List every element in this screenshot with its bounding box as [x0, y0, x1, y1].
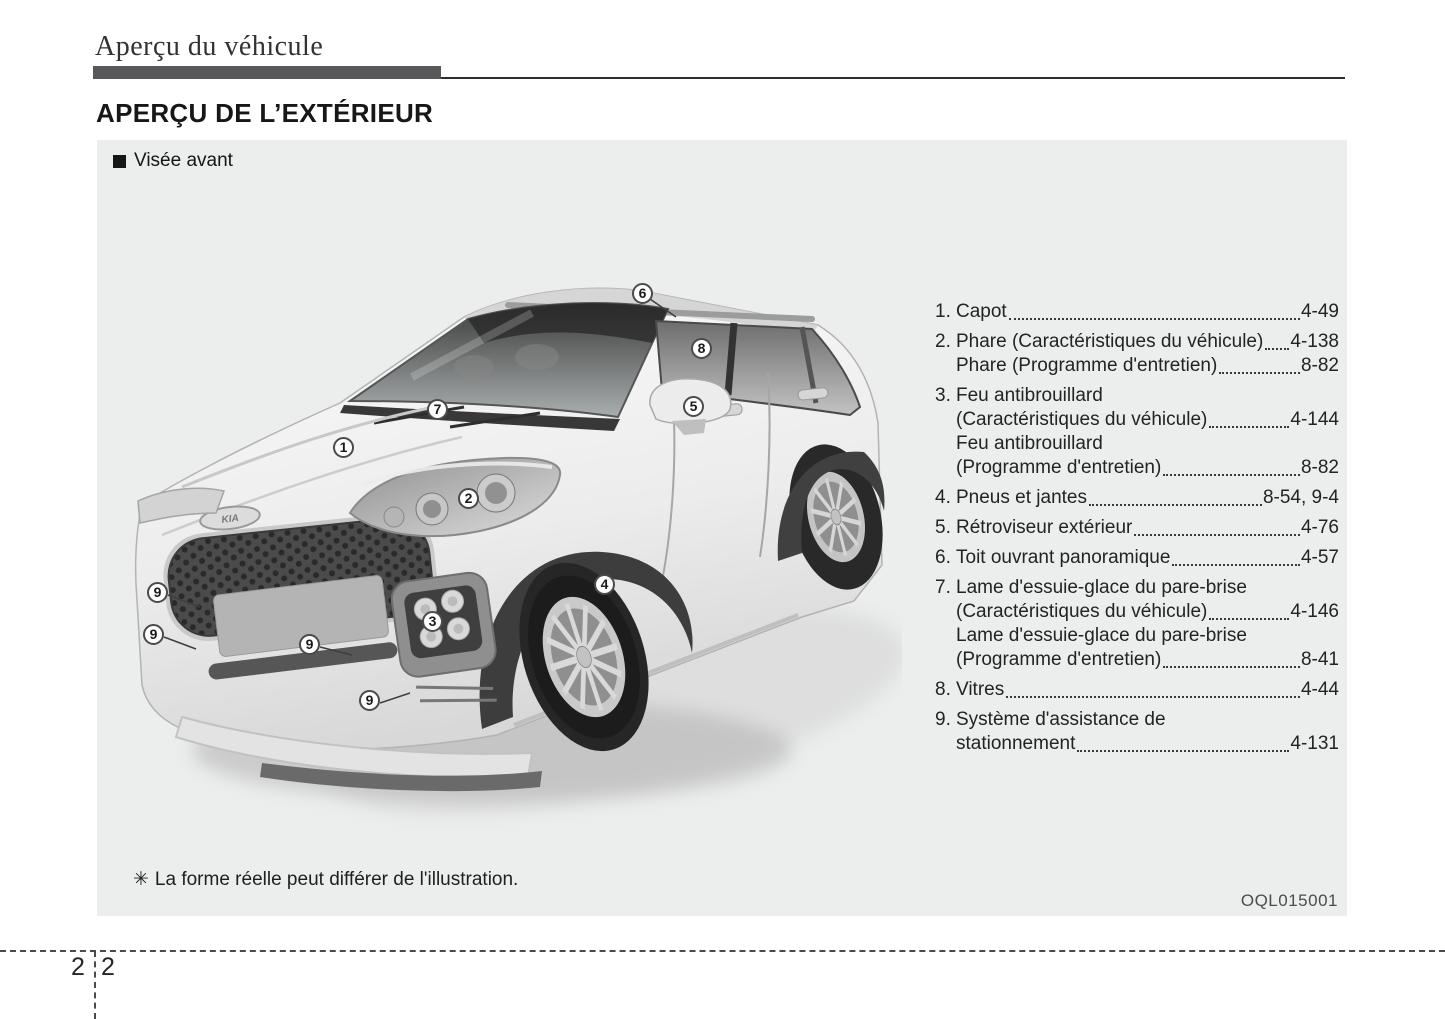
footer-page-number: 2 — [101, 953, 115, 981]
list-item-number: 7. — [935, 577, 951, 598]
list-item-number: 2. — [935, 331, 951, 352]
part-label: Vitres — [956, 679, 1005, 700]
dot-leader — [1219, 372, 1300, 374]
callout-9: 9 — [147, 582, 168, 603]
list-item-lines — [956, 678, 1339, 702]
list-item-lines — [956, 384, 1339, 480]
asterisk-icon: ✳ — [133, 869, 149, 890]
parts-list-item — [935, 300, 1339, 324]
page-reference: 4-49 — [1300, 301, 1339, 322]
page-reference: 8-82 — [1300, 355, 1339, 376]
figure-panel — [97, 140, 1347, 916]
part-label: (Caractéristiques du véhicule) — [956, 409, 1208, 430]
dot-leader — [1163, 474, 1300, 476]
list-item-number: 5. — [935, 517, 951, 538]
parts-list-item — [935, 708, 1339, 756]
part-label: Lame d'essuie-glace du pare-brise — [956, 625, 1247, 646]
callout-9: 9 — [359, 690, 380, 711]
square-bullet-icon — [113, 155, 126, 168]
dot-leader — [1089, 504, 1262, 506]
list-item-lines — [956, 300, 1339, 324]
callout-8: 8 — [691, 338, 712, 359]
list-item-lines — [956, 576, 1339, 672]
list-item-line — [956, 624, 1339, 648]
list-item-lines — [956, 546, 1339, 570]
part-label: (Programme d'entretien) — [956, 457, 1162, 478]
dot-leader — [1077, 750, 1289, 752]
page-reference: 8-54, 9-4 — [1262, 487, 1339, 508]
part-label: Phare (Programme d'entretien) — [956, 355, 1218, 376]
list-item-lines — [956, 330, 1339, 378]
figure-note — [133, 868, 518, 891]
list-item-line — [956, 432, 1339, 456]
list-item-line — [956, 732, 1339, 756]
dot-leader — [1006, 696, 1300, 698]
list-item-number: 9. — [935, 709, 951, 730]
footer-dashed-divider — [94, 951, 96, 1019]
list-item-line — [956, 678, 1339, 702]
callout-5: 5 — [683, 396, 704, 417]
list-item-line — [956, 600, 1339, 624]
list-item-lines — [956, 486, 1339, 510]
list-item-number: 3. — [935, 385, 951, 406]
list-item-number: 4. — [935, 487, 951, 508]
part-label: Feu antibrouillard — [956, 433, 1103, 454]
part-label: (Programme d'entretien) — [956, 649, 1162, 670]
callout-7: 7 — [427, 399, 448, 420]
part-label: Capot — [956, 301, 1007, 322]
footer-dashed-rule — [0, 950, 1445, 952]
list-item-line — [956, 486, 1339, 510]
page-reference: 4-146 — [1290, 601, 1339, 622]
parts-list-item — [935, 486, 1339, 510]
list-item-number: 6. — [935, 547, 951, 568]
figure-code: OQL015001 — [1240, 891, 1338, 910]
part-label: stationnement — [956, 733, 1076, 754]
parts-list-item — [935, 330, 1339, 378]
chapter-header: Aperçu du véhicule — [95, 31, 324, 62]
callout-6: 6 — [632, 283, 653, 304]
part-label: (Caractéristiques du véhicule) — [956, 601, 1208, 622]
figure-note-text: La forme réelle peut différer de l'illustration. — [154, 869, 519, 890]
header-bar-decoration — [93, 66, 441, 79]
page-reference: 4-57 — [1300, 547, 1339, 568]
dot-leader — [1209, 618, 1289, 620]
callout-4: 4 — [594, 574, 615, 595]
part-label: Pneus et jantes — [956, 487, 1087, 508]
dot-leader — [1265, 348, 1289, 350]
list-item-line — [956, 408, 1339, 432]
page-reference: 4-144 — [1290, 409, 1339, 430]
parts-list-item — [935, 546, 1339, 570]
list-item-line — [956, 354, 1339, 378]
parts-list — [935, 300, 1339, 762]
callout-3: 3 — [422, 611, 443, 632]
page-reference: 4-44 — [1300, 679, 1339, 700]
footer-chapter-number: 2 — [71, 953, 85, 981]
parts-list-item — [935, 516, 1339, 540]
page-reference: 8-41 — [1300, 649, 1339, 670]
parts-list-item — [935, 678, 1339, 702]
part-label: Système d'assistance de — [956, 709, 1166, 730]
figure-caption — [113, 150, 233, 172]
callout-1: 1 — [333, 437, 354, 458]
car-front-illustration — [112, 255, 902, 865]
part-label: Rétroviseur extérieur — [956, 517, 1133, 538]
list-item-number: 1. — [935, 301, 951, 322]
dot-leader — [1163, 666, 1300, 668]
list-item-line — [956, 456, 1339, 480]
callout-2: 2 — [458, 488, 479, 509]
parts-list-item — [935, 384, 1339, 480]
section-title: APERÇU DE L’EXTÉRIEUR — [96, 98, 434, 128]
list-item-line — [956, 300, 1339, 324]
list-item-line — [956, 330, 1339, 354]
list-item-line — [956, 546, 1339, 570]
part-label: Toit ouvrant panoramique — [956, 547, 1171, 568]
list-item-line — [956, 516, 1339, 540]
page-reference: 4-76 — [1300, 517, 1339, 538]
list-item-number: 8. — [935, 679, 951, 700]
callout-9: 9 — [299, 634, 320, 655]
page-reference: 4-138 — [1290, 331, 1339, 352]
part-label: Feu antibrouillard — [956, 385, 1103, 406]
dot-leader — [1134, 534, 1300, 536]
list-item-line — [956, 648, 1339, 672]
part-label: Phare (Caractéristiques du véhicule) — [956, 331, 1264, 352]
svg-text:KIA: KIA — [220, 512, 240, 526]
part-label: Lame d'essuie-glace du pare-brise — [956, 577, 1247, 598]
list-item-line — [956, 708, 1339, 732]
callout-9: 9 — [143, 624, 164, 645]
figure-caption-label: Visée avant — [134, 150, 233, 171]
list-item-lines — [956, 516, 1339, 540]
page-reference: 4-131 — [1290, 733, 1339, 754]
list-item-line — [956, 384, 1339, 408]
parts-list-item — [935, 576, 1339, 672]
dot-leader — [1009, 318, 1300, 320]
dot-leader — [1209, 426, 1289, 428]
list-item-lines — [956, 708, 1339, 756]
page-reference: 8-82 — [1300, 457, 1339, 478]
list-item-line — [956, 576, 1339, 600]
dot-leader — [1172, 564, 1300, 566]
